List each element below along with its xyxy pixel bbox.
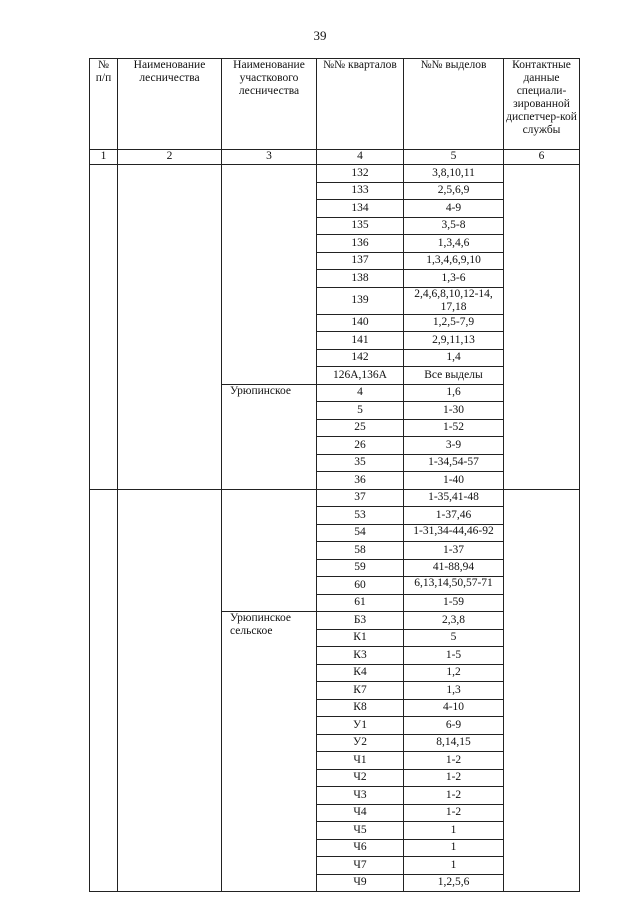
page-number: 39 <box>313 28 327 43</box>
allotment-cell: Все выделы <box>404 367 504 385</box>
allotment-cell: 2,9,11,13 <box>404 332 504 350</box>
header-allotments: №№ выделов <box>404 59 504 150</box>
allotment-cell: 1-59 <box>404 594 504 612</box>
district-forestry-cell: Урюпинское <box>222 384 317 489</box>
allotment-cell: 1-2 <box>404 769 504 787</box>
column-number: 6 <box>504 150 580 165</box>
allotment-cell: 1,2,5-7,9 <box>404 314 504 332</box>
quarter-cell: 133 <box>317 182 404 200</box>
allotment-cell: 41-88,94 <box>404 559 504 577</box>
table-row <box>90 489 580 507</box>
allotment-cell: 2,4,6,8,10,12-14, 17,18 <box>404 287 504 314</box>
table-header-row <box>90 59 580 150</box>
quarter-cell: 137 <box>317 252 404 270</box>
district-forestry-cell: Урюпинское сельское <box>222 612 317 892</box>
district-forestry-cell <box>222 165 317 385</box>
contacts-cell <box>504 165 580 490</box>
allotment-cell: 6,13,14,50,57-71 <box>404 577 504 595</box>
quarter-cell: К8 <box>317 699 404 717</box>
allotment-cell: 3-9 <box>404 437 504 455</box>
allotment-cell: 1-31,34-44,46-92 <box>404 524 504 542</box>
quarter-cell: 35 <box>317 454 404 472</box>
table-row <box>90 165 580 183</box>
header-number: № п/п <box>90 59 118 150</box>
allotment-cell: 6-9 <box>404 717 504 735</box>
allotment-cell: 1-52 <box>404 419 504 437</box>
quarter-cell: 5 <box>317 402 404 420</box>
allotment-cell: 4-9 <box>404 200 504 218</box>
allotment-cell: 1,6 <box>404 384 504 402</box>
allotment-cell: 1 <box>404 857 504 875</box>
allotment-cell: 1,2 <box>404 664 504 682</box>
quarter-cell: У1 <box>317 717 404 735</box>
quarter-cell: К3 <box>317 647 404 665</box>
quarter-cell: К7 <box>317 682 404 700</box>
allotment-cell: 5 <box>404 629 504 647</box>
header-quarters: №№ кварталов <box>317 59 404 150</box>
forestry-name-cell <box>118 489 222 892</box>
column-number: 2 <box>118 150 222 165</box>
allotment-cell: 1 <box>404 839 504 857</box>
forestry-name-cell <box>118 165 222 490</box>
quarter-cell: К1 <box>317 629 404 647</box>
column-number: 5 <box>404 150 504 165</box>
column-number-row <box>90 150 580 165</box>
quarter-cell: 60 <box>317 577 404 595</box>
allotment-cell: 1-30 <box>404 402 504 420</box>
district-forestry-cell <box>222 489 317 612</box>
number-cell <box>90 165 118 490</box>
quarter-cell: 4 <box>317 384 404 402</box>
column-number: 3 <box>222 150 317 165</box>
allotment-cell: 1-34,54-57 <box>404 454 504 472</box>
quarter-cell: Б3 <box>317 612 404 630</box>
allotment-cell: 2,5,6,9 <box>404 182 504 200</box>
quarter-cell: 142 <box>317 349 404 367</box>
allotment-cell: 4-10 <box>404 699 504 717</box>
header-district-forestry-name: Наименование участкового лесничества <box>222 59 317 150</box>
allotment-cell: 2,3,8 <box>404 612 504 630</box>
header-contacts: Контактные данные специали-зированной диспетчер-кой службы <box>504 59 580 150</box>
quarter-cell: 59 <box>317 559 404 577</box>
quarter-cell: 36 <box>317 472 404 490</box>
column-number: 1 <box>90 150 118 165</box>
allotment-cell: 1-2 <box>404 752 504 770</box>
allotment-cell: 1,4 <box>404 349 504 367</box>
allotment-cell: 1-37,46 <box>404 507 504 525</box>
quarter-cell: Ч7 <box>317 857 404 875</box>
forestry-table <box>89 58 580 892</box>
quarter-cell: 134 <box>317 200 404 218</box>
quarter-cell: 26 <box>317 437 404 455</box>
allotment-cell: 1-5 <box>404 647 504 665</box>
allotment-cell: 3,5-8 <box>404 217 504 235</box>
quarter-cell: 25 <box>317 419 404 437</box>
allotment-cell: 1,2,5,6 <box>404 874 504 892</box>
quarter-cell: 126А,136А <box>317 367 404 385</box>
quarter-cell: 141 <box>317 332 404 350</box>
quarter-cell: 61 <box>317 594 404 612</box>
quarter-cell: Ч2 <box>317 769 404 787</box>
column-number: 4 <box>317 150 404 165</box>
quarter-cell: 37 <box>317 489 404 507</box>
quarter-cell: У2 <box>317 734 404 752</box>
header-forestry-name: Наименование лесничества <box>118 59 222 150</box>
allotment-cell: 1-37 <box>404 542 504 560</box>
quarter-cell: Ч5 <box>317 822 404 840</box>
allotment-cell: 1-2 <box>404 804 504 822</box>
quarter-cell: 136 <box>317 235 404 253</box>
allotment-cell: 3,8,10,11 <box>404 165 504 183</box>
allotment-cell: 8,14,15 <box>404 734 504 752</box>
quarter-cell: 58 <box>317 542 404 560</box>
allotment-cell: 1 <box>404 822 504 840</box>
quarter-cell: 139 <box>317 287 404 314</box>
allotment-cell: 1-35,41-48 <box>404 489 504 507</box>
quarter-cell: 140 <box>317 314 404 332</box>
quarter-cell: Ч1 <box>317 752 404 770</box>
quarter-cell: К4 <box>317 664 404 682</box>
quarter-cell: 132 <box>317 165 404 183</box>
quarter-cell: 138 <box>317 270 404 288</box>
allotment-cell: 1-2 <box>404 787 504 805</box>
number-cell <box>90 489 118 892</box>
allotment-cell: 1,3,4,6,9,10 <box>404 252 504 270</box>
contacts-cell <box>504 489 580 892</box>
quarter-cell: Ч4 <box>317 804 404 822</box>
allotment-cell: 1,3,4,6 <box>404 235 504 253</box>
allotment-cell: 1,3-6 <box>404 270 504 288</box>
allotment-cell: 1,3 <box>404 682 504 700</box>
quarter-cell: 53 <box>317 507 404 525</box>
quarter-cell: Ч3 <box>317 787 404 805</box>
allotment-cell: 1-40 <box>404 472 504 490</box>
quarter-cell: 54 <box>317 524 404 542</box>
quarter-cell: 135 <box>317 217 404 235</box>
quarter-cell: Ч6 <box>317 839 404 857</box>
quarter-cell: Ч9 <box>317 874 404 892</box>
